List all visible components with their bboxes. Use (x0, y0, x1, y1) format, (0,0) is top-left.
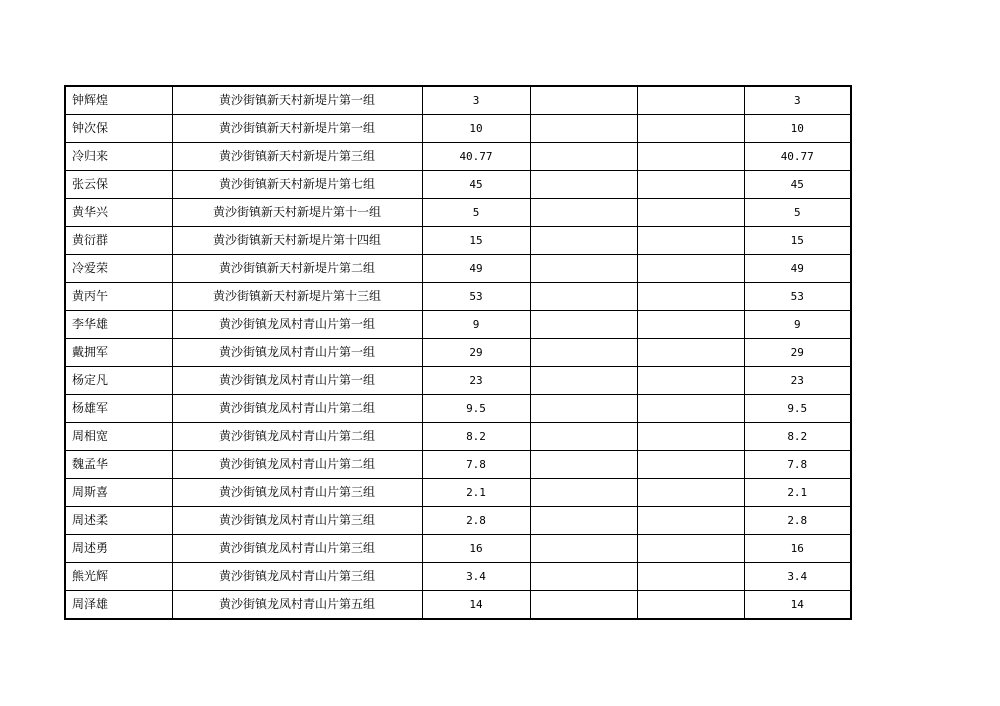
name-cell: 黄衍群 (65, 227, 172, 255)
table-row (65, 143, 851, 171)
address-cell: 黄沙街镇新天村新堤片第一组 (172, 86, 422, 115)
table-row (65, 311, 851, 339)
amount-cell: 3 (422, 86, 530, 115)
table-row (65, 535, 851, 563)
address-cell: 黄沙街镇新天村新堤片第十四组 (172, 227, 422, 255)
amount-cell: 49 (422, 255, 530, 283)
total-cell: 5 (744, 199, 851, 227)
address-cell: 黄沙街镇新天村新堤片第十一组 (172, 199, 422, 227)
total-cell: 3.4 (744, 563, 851, 591)
empty-cell (530, 535, 637, 563)
total-cell: 29 (744, 339, 851, 367)
total-cell: 8.2 (744, 423, 851, 451)
empty-cell (637, 199, 744, 227)
total-cell: 14 (744, 591, 851, 620)
address-cell: 黄沙街镇龙凤村青山片第二组 (172, 451, 422, 479)
empty-cell (637, 591, 744, 620)
name-cell: 冷归来 (65, 143, 172, 171)
amount-cell: 2.1 (422, 479, 530, 507)
amount-cell: 9 (422, 311, 530, 339)
empty-cell (637, 171, 744, 199)
name-cell: 周泽雄 (65, 591, 172, 620)
empty-cell (637, 479, 744, 507)
amount-cell: 10 (422, 115, 530, 143)
name-cell: 钟次保 (65, 115, 172, 143)
empty-cell (530, 311, 637, 339)
amount-cell: 53 (422, 283, 530, 311)
total-cell: 3 (744, 86, 851, 115)
empty-cell (637, 86, 744, 115)
empty-cell (637, 283, 744, 311)
name-cell: 周述勇 (65, 535, 172, 563)
total-cell: 10 (744, 115, 851, 143)
empty-cell (530, 339, 637, 367)
total-cell: 49 (744, 255, 851, 283)
table-body (65, 86, 851, 619)
address-cell: 黄沙街镇龙凤村青山片第一组 (172, 339, 422, 367)
name-cell: 戴拥军 (65, 339, 172, 367)
address-cell: 黄沙街镇龙凤村青山片第三组 (172, 479, 422, 507)
empty-cell (530, 507, 637, 535)
table-row (65, 479, 851, 507)
table-row (65, 423, 851, 451)
table-row (65, 86, 851, 115)
name-cell: 李华雄 (65, 311, 172, 339)
address-cell: 黄沙街镇新天村新堤片第七组 (172, 171, 422, 199)
table-row (65, 507, 851, 535)
empty-cell (637, 563, 744, 591)
total-cell: 7.8 (744, 451, 851, 479)
name-cell: 黄华兴 (65, 199, 172, 227)
table-row (65, 227, 851, 255)
empty-cell (530, 479, 637, 507)
total-cell: 2.1 (744, 479, 851, 507)
empty-cell (637, 227, 744, 255)
address-cell: 黄沙街镇新天村新堤片第二组 (172, 255, 422, 283)
amount-cell: 3.4 (422, 563, 530, 591)
empty-cell (530, 171, 637, 199)
empty-cell (530, 563, 637, 591)
empty-cell (530, 367, 637, 395)
table-row (65, 451, 851, 479)
address-cell: 黄沙街镇龙凤村青山片第五组 (172, 591, 422, 620)
empty-cell (637, 395, 744, 423)
table-row (65, 283, 851, 311)
empty-cell (637, 423, 744, 451)
amount-cell: 15 (422, 227, 530, 255)
amount-cell: 16 (422, 535, 530, 563)
empty-cell (637, 311, 744, 339)
name-cell: 黄丙午 (65, 283, 172, 311)
address-cell: 黄沙街镇龙凤村青山片第一组 (172, 311, 422, 339)
amount-cell: 29 (422, 339, 530, 367)
table-row (65, 171, 851, 199)
empty-cell (530, 395, 637, 423)
table-row (65, 395, 851, 423)
data-table (64, 85, 852, 620)
total-cell: 45 (744, 171, 851, 199)
address-cell: 黄沙街镇龙凤村青山片第二组 (172, 395, 422, 423)
address-cell: 黄沙街镇龙凤村青山片第三组 (172, 535, 422, 563)
table-row (65, 591, 851, 620)
amount-cell: 14 (422, 591, 530, 620)
name-cell: 周述柔 (65, 507, 172, 535)
empty-cell (530, 227, 637, 255)
total-cell: 9.5 (744, 395, 851, 423)
total-cell: 2.8 (744, 507, 851, 535)
empty-cell (637, 451, 744, 479)
amount-cell: 7.8 (422, 451, 530, 479)
empty-cell (637, 535, 744, 563)
name-cell: 周相宽 (65, 423, 172, 451)
name-cell: 周斯喜 (65, 479, 172, 507)
total-cell: 53 (744, 283, 851, 311)
total-cell: 16 (744, 535, 851, 563)
empty-cell (530, 255, 637, 283)
amount-cell: 40.77 (422, 143, 530, 171)
total-cell: 23 (744, 367, 851, 395)
name-cell: 冷爱荣 (65, 255, 172, 283)
empty-cell (530, 591, 637, 620)
total-cell: 15 (744, 227, 851, 255)
amount-cell: 8.2 (422, 423, 530, 451)
address-cell: 黄沙街镇新天村新堤片第一组 (172, 115, 422, 143)
name-cell: 魏孟华 (65, 451, 172, 479)
address-cell: 黄沙街镇龙凤村青山片第一组 (172, 367, 422, 395)
empty-cell (530, 451, 637, 479)
address-cell: 黄沙街镇新天村新堤片第十三组 (172, 283, 422, 311)
amount-cell: 45 (422, 171, 530, 199)
empty-cell (530, 283, 637, 311)
table-row (65, 255, 851, 283)
name-cell: 钟辉煌 (65, 86, 172, 115)
empty-cell (637, 367, 744, 395)
empty-cell (530, 143, 637, 171)
empty-cell (637, 255, 744, 283)
total-cell: 9 (744, 311, 851, 339)
amount-cell: 5 (422, 199, 530, 227)
address-cell: 黄沙街镇龙凤村青山片第三组 (172, 563, 422, 591)
empty-cell (530, 199, 637, 227)
empty-cell (530, 115, 637, 143)
amount-cell: 2.8 (422, 507, 530, 535)
empty-cell (637, 339, 744, 367)
empty-cell (637, 115, 744, 143)
total-cell: 40.77 (744, 143, 851, 171)
empty-cell (637, 507, 744, 535)
name-cell: 张云保 (65, 171, 172, 199)
name-cell: 杨雄军 (65, 395, 172, 423)
empty-cell (637, 143, 744, 171)
table-row (65, 339, 851, 367)
amount-cell: 23 (422, 367, 530, 395)
address-cell: 黄沙街镇龙凤村青山片第二组 (172, 423, 422, 451)
amount-cell: 9.5 (422, 395, 530, 423)
address-cell: 黄沙街镇新天村新堤片第三组 (172, 143, 422, 171)
table-row (65, 115, 851, 143)
name-cell: 杨定凡 (65, 367, 172, 395)
empty-cell (530, 423, 637, 451)
name-cell: 熊光辉 (65, 563, 172, 591)
table-row (65, 563, 851, 591)
table-row (65, 199, 851, 227)
address-cell: 黄沙街镇龙凤村青山片第三组 (172, 507, 422, 535)
table-row (65, 367, 851, 395)
empty-cell (530, 86, 637, 115)
document-page (64, 85, 850, 620)
